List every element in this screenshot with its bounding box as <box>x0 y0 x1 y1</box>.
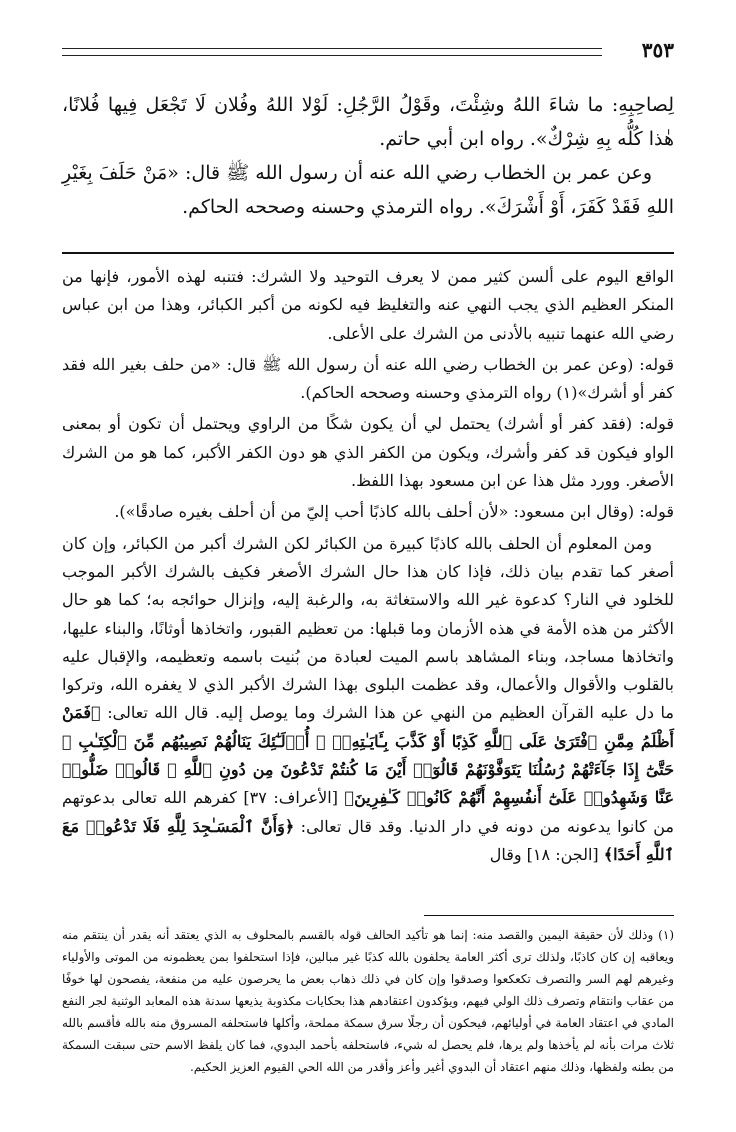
hadith-paragraph: وعن عمر بن الخطاب رضي الله عنه أن رسول الله ﷺ قال: «مَنْ حَلَفَ بِغَيْرِ اللهِ فَقَدْ كَفَرَ، أَوْ أَشْرَكَ». رواه الترمذي وحسنه وصححه الحاكم. <box>62 162 674 218</box>
hadith-paragraph: لِصاحِبِهِ: ما شاءَ اللهُ وشِئْتَ، وقَوْلُ الرَّجُلِ: لَوْلا اللهُ وفُلان لَا تَجْعَل فِيها فُلانًا، هٰذا كُلُّه بِهِ شِرْكٌ». رواه ابن أبي حاتم. <box>62 94 674 150</box>
commentary-paragraph: قوله: (وعن عمر بن الخطاب رضي الله عنه أن رسول الله ﷺ قال: «من حلف بغير الله فقد كفر أو أشرك»(١) رواه الترمذي وحسنه وصححه الحاكم). <box>62 354 674 403</box>
commentary-paragraph: الواقع اليوم على ألسن كثير ممن لا يعرف التوحيد ولا الشرك: فتنبه لهذه الأمور، فإنها من المنكر العظيم الذي يجب النهي عنه والتغليظ فيه لكونه من أكبر الكبائر، وهذا من ابن عباس رضي الله عنهما تنبيه بالأدنى من الشرك على الأعلى. <box>62 267 674 343</box>
footnote-divider <box>424 915 674 916</box>
commentary <box>62 263 674 872</box>
quran-verse: ﴿فَمَنْ أَظْلَمُ مِمَّنِ ٱفْتَرَىٰ عَلَى ٱللَّهِ كَذِبًا أَوْ كَذَّبَ بِـَٔايَـٰتِهِۦٓ ۚ أُو۟لَـٰٓئِكَ يَنَالُهُمْ نَصِيبُهُم مِّنَ ٱلْكِتَـٰبِ ۖ حَتَّىٰٓ إِذَا جَآءَتْهُمْ رُسُلُنَا يَتَوَفَّوْنَهُمْ قَالُوٓا۟ أَيْنَ مَا كُنتُمْ تَدْعُونَ مِن دُونِ ٱللَّهِ ۖ قَالُوا۟ ضَلُّوا۟ عَنَّا وَشَهِدُوا۟ عَلَىٰٓ أَنفُسِهِمْ أَنَّهُمْ كَانُوا۟ كَـٰفِرِينَ﴾ <box>62 703 674 808</box>
commentary-paragraph <box>62 530 674 870</box>
commentary-text: [الجن: ١٨] وقال <box>489 844 604 864</box>
header-rule <box>62 48 602 56</box>
section-divider <box>62 252 674 254</box>
page-number: ٣٥٣ <box>641 38 674 62</box>
footnote: (١) وذلك لأن حقيقة اليمين والقصد منه: إنما هو تأكيد الحالف قوله بالقسم بالمحلوف به الذي يعتقد أنه يقدر أن ينتقم منه ويعاقبه إن كان كاذبًا، ولذلك ترى أكثر العامة يحلفون بالله كذبًا غير مبالين، فإذا استحلفوا بمن يعظمونه من الموتى والأولياء وغيرهم لهم السر والتصرف تكعكعوا وصدقوا وإن كان في ذلك ذهاب بعض ما يحرصون عليه من منفعة، يفصحون لها خوفًا من عقاب وانتقام وتصرف ذلك الولي فيهم، ويؤكدون اعتقادهم هذا بحكايات مكذوبة يذيعها سدنة هذه المعابد الوثنية لجر النفع المادي في اعتقاد العامة في أوليائهم، فيحكون أن رجلًا سرق سمكة مملحة، وأكلها فاستحلفه المسروق منه بالله فأقسم بالله ثلاث مرات بأنه لم يأخذها ولم يرها، فلم يحصل له شيء، فاستحلفه بأحمد البدوي، فما كان يلفظ الاسم حتى سبقت السمكة من بطنه ولفظها، وذلك منهم اعتقاد أن البدوي أغير وأعز وأقدر من الله الحي القيوم العزيز الحكيم. <box>62 928 674 1074</box>
commentary-paragraph: قوله: (فقد كفر أو أشرك) يحتمل لي أن يكون شكًا من الراوي ويحتمل أن تكون أو بمعنى الواو فيكون قد كفر وأشرك، ويكون من الكفر الذي هو دون الكفر الأكبر، كما هو من الشرك الأصغر. وورد مثل هذا عن ابن مسعود بهذا اللفظ. <box>62 414 674 491</box>
footnotes <box>62 924 674 1078</box>
quran-verse: ﴿وَأَنَّ ٱلْمَسَـٰجِدَ لِلَّهِ فَلَا تَدْعُوا۟ مَعَ ٱللَّهِ أَحَدًا﴾ <box>62 816 674 864</box>
commentary-text: ومن المعلوم أن الحلف بالله كاذبًا كبيرة من الكبائر لكن الشرك أكبر من الكبائر، وإن كان أصغر كما تقدم بيان ذلك، فإذا كان هذا حال الشرك الأصغر فكيف بالشرك الأكبر الموجب للخلود في النار؟ كدعوة غير الله والاستغاثة به، والرغبة إليه، وإنزال حوائجه به؛ كما هو حال الأكثر من هذه الأمة في هذه الأزمان وما قبلها: من تعظيم القبور، واتخاذها أوثانًا، والبناء عليها، واتخاذها مساجد، وبناء المشاهد باسم الميت لعبادة من بُنيت باسمه وتعظيمه، والإقبال عليه بالقلوب والأقوال والأعمال، وقد عظمت البلوى بهذا الشرك الأكبر الذي لا يغفره الله، وتركوا ما دل عليه القرآن العظيم من النهي عن هذا الشرك وما يوصل إليه. قال الله تعالى: <box>62 533 675 723</box>
page-header <box>62 40 674 60</box>
commentary-paragraph: قوله: (وقال ابن مسعود: «لأن أحلف بالله كاذبًا أحب إليّ من أن أحلف بغيره صادقًا»). <box>114 502 674 522</box>
commentary-text: [الأعراف: ٣٧] كفرهم الله تعالى بدعوتهم من كانوا يدعونه من دونه في دار الدنيا. وقد قال تعالى: <box>62 788 675 836</box>
hadith-text <box>62 88 674 224</box>
